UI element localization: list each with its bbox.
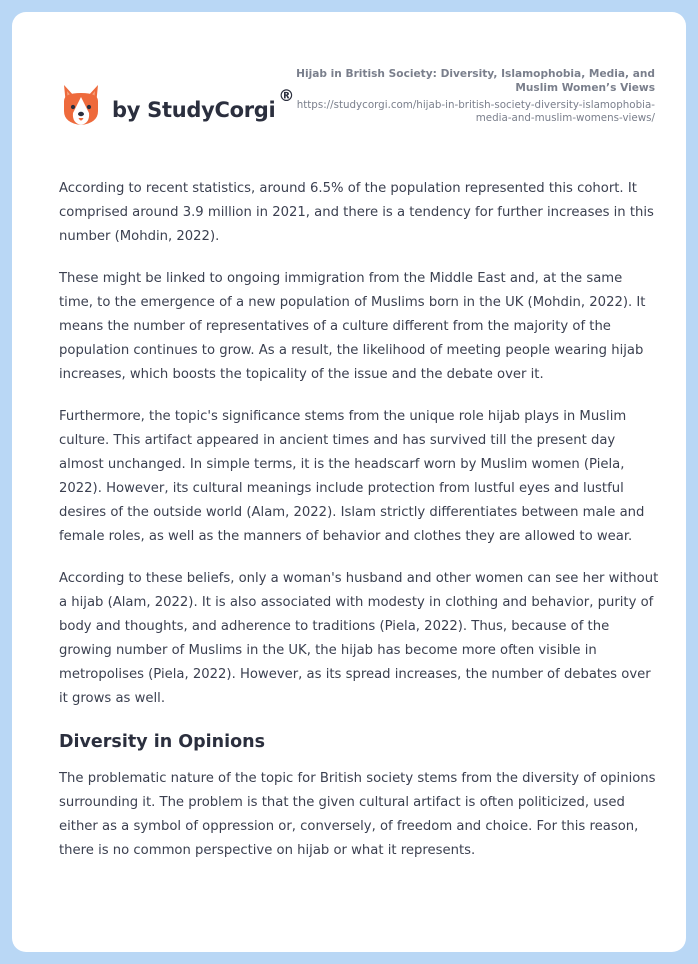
brand-name: by StudyCorgi: [112, 98, 276, 122]
document-url[interactable]: https://studycorgi.com/hijab-in-british-society-diversity-islamophobia-media-and-muslim-womens-views/: [296, 99, 655, 124]
registered-mark: ®: [278, 85, 295, 105]
paragraph: According to these beliefs, only a woman's husband and other women can see her without a hijab (Alam, 2022). It is also associated with modesty in clothing and behavior, purity of body and thoughts, and adherence to traditions (Piela, 2022). Thus, because of the growing number of Muslims in the UK, the hijab has become more often visible in metropolises (Piela, 2022). However, as its spread increases, the number of debates over it grows as well.: [59, 571, 659, 706]
document-title: Hijab in British Society: Diversity, Islamophobia, Media, and Muslim Women’s Views: [296, 68, 655, 94]
paragraph: The problematic nature of the topic for British society stems from the diversity of opinions surrounding it. The problem is that the given cultural artifact is often politicized, used either as a symbol of oppression or, conversely, of freedom and choice. For this reason, there is no common perspective on hijab or what it represents.: [59, 771, 656, 858]
document-page: [12, 12, 686, 952]
section-heading: Diversity in Opinions: [59, 732, 266, 752]
paragraph: According to recent statistics, around 6.5% of the population represented this cohort. It comprised around 3.9 million in 2021, and there is a tendency for further increases in this number (Mohdin, 2022).: [59, 181, 654, 244]
corgi-logo-icon: [60, 83, 102, 129]
paragraph: These might be linked to ongoing immigration from the Middle East and, at the same time, to the emergence of a new population of Muslims born in the UK (Mohdin, 2022). It means the number of representatives of a culture different from the majority of the population continues to grow. As a result, the likelihood of meeting people wearing hijab increases, which boosts the topicality of the issue and the debate over it.: [59, 271, 646, 382]
paragraph: Furthermore, the topic's significance stems from the unique role hijab plays in Muslim culture. This artifact appeared in ancient times and has survived till the present day almost unchanged. In simple terms, it is the headscarf worn by Muslim women (Piela, 2022). However, its cultural meanings include protection from lustful eyes and lustful desires of the outside world (Alam, 2022). Islam strictly differentiates between male and female roles, as well as the manners of behavior and clothes they are allowed to wear.: [59, 409, 645, 544]
studycorgi-logo[interactable]: [60, 76, 294, 136]
document-body: [59, 177, 659, 881]
document-meta: [295, 67, 655, 125]
